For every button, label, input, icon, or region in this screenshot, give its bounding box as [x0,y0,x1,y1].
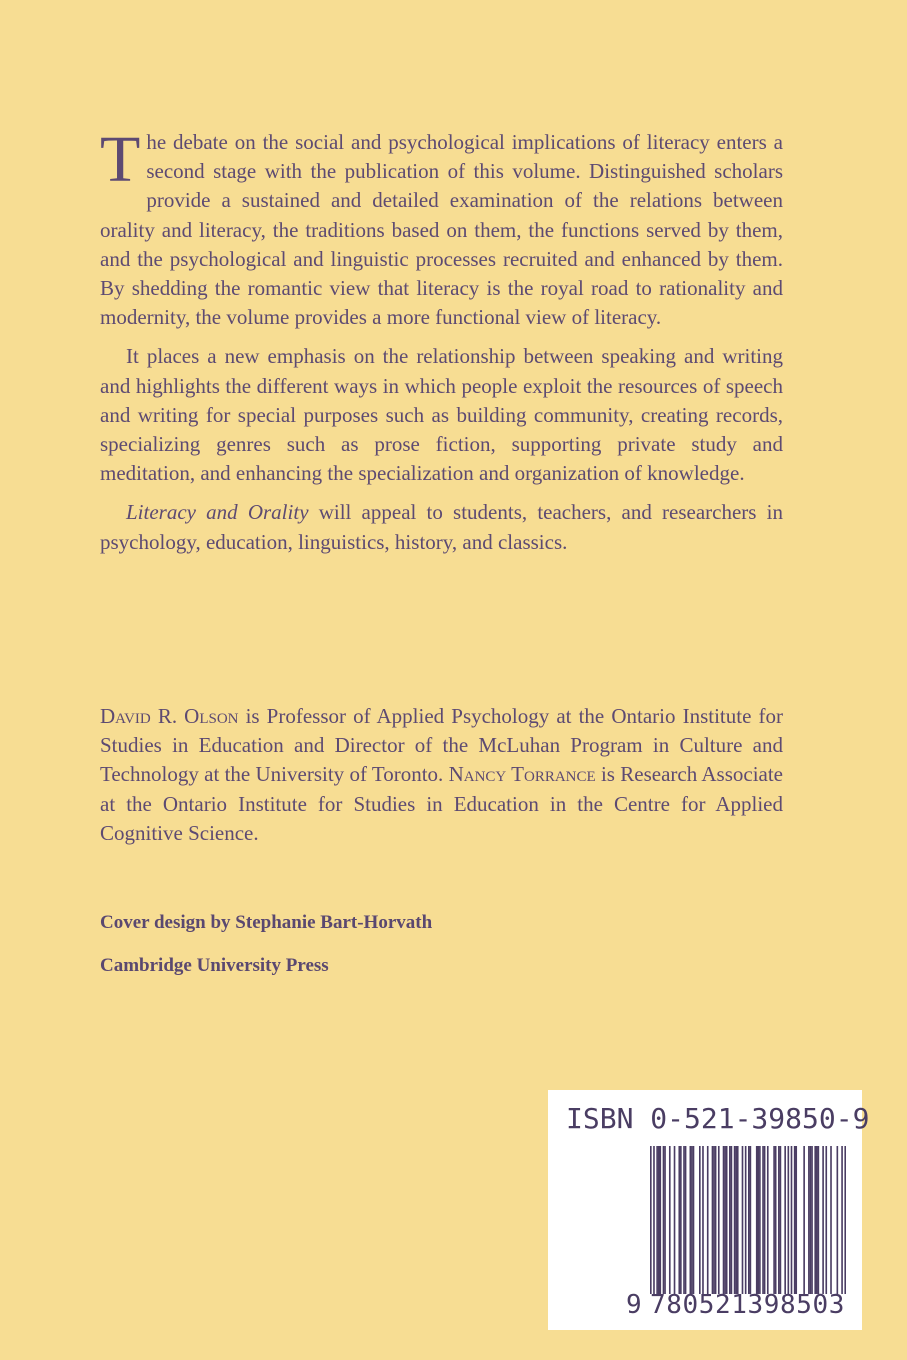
barcode-bar [778,1146,780,1294]
barcode-bar [794,1146,796,1294]
author-name-2: Nancy Torrance [448,762,596,787]
barcode-bar [762,1146,764,1294]
barcode-bar [737,1146,739,1294]
barcode-bar [764,1146,766,1294]
author-bio-2: is Research Associate at the Ontario Institute for Studies in Education in the Centre for Applied Cognitive Science. [100,762,783,845]
blurb-paragraph-3-text: will appeal to students, teachers, and researchers in psychology, education, linguistics, history, and classics. [100,500,783,554]
barcode-bar [656,1146,658,1294]
barcode-bar [803,1146,805,1294]
barcode-bar [745,1146,747,1294]
barcode-bar [808,1146,810,1294]
barcode-bar [837,1146,839,1294]
barcode-bar [795,1146,797,1294]
barcode-bar [726,1146,728,1294]
barcode-bar [791,1146,793,1294]
barcode-bar [841,1146,843,1294]
barcode-bar [788,1146,790,1294]
barcode-bar [825,1146,827,1294]
barcode-bar [729,1146,731,1294]
ean-digits: 780521398503 [650,1290,846,1320]
barcode-bar [663,1146,665,1294]
barcode-bar [712,1146,714,1294]
blurb [100,123,783,557]
barcode-bar [814,1146,816,1294]
credits [100,910,432,979]
barcode-bar [718,1146,720,1294]
barcode-bar [818,1146,820,1294]
barcode-bar [811,1146,813,1294]
barcode-bar [690,1146,692,1294]
barcode-icon [650,1146,846,1294]
publisher-name: Cambridge University Press [100,955,329,976]
barcode-bar [680,1146,682,1294]
barcode-bar [780,1146,782,1294]
barcode-bar [773,1146,775,1294]
barcode-bar [669,1146,671,1294]
isbn-number: ISBN 0-521-39850-9 [566,1102,870,1135]
barcode-bar [830,1146,832,1294]
barcode-bar [713,1146,715,1294]
barcode-bar [659,1146,661,1294]
barcode-bar [759,1146,761,1294]
cover-design-credit: Cover design by Stephanie Bart-Horvath [100,912,433,933]
barcode-bar [653,1146,655,1294]
barcode-bar [723,1146,725,1294]
about-the-editors [100,702,783,848]
barcode-bar [756,1146,758,1294]
blurb-paragraph-2: It places a new emphasis on the relationship between speaking and writing and highlights the different ways in which people exploit the resources of speech and writing for special purposes such as building community, creating records, specializing genres such as prose fiction, supporting private study and meditation, and enhancing the specialization and organization of knowledge. [100,344,783,486]
blurb-paragraph-1 [100,123,783,332]
barcode-bar [678,1146,680,1294]
barcode-bar [775,1146,777,1294]
barcode-bar [707,1146,709,1294]
barcode-bar [664,1146,666,1294]
barcode-bar [691,1146,693,1294]
barcode-bar [693,1146,695,1294]
barcode-bar [731,1146,733,1294]
barcode-bar [715,1146,717,1294]
author-bio-1: is Professor of Applied Psychology at the Ontario Institute for Studies in Education and Director of the McLuhan Program in Culture and Technology at the University of Toronto. [100,704,783,787]
drop-cap: T [100,123,141,196]
barcode-bar [685,1146,687,1294]
barcode-bar [683,1146,685,1294]
blurb-paragraph-1-text: he debate on the social and psychological implications of literacy enters a second stage with the publication of this volume. Distinguished scholars provide a sustained and detailed examination of the relations between orality and literacy, the traditions based on them, the functions served by them, and the psychological and linguistic processes recruited and enhanced by them. By shedding the romantic view that literacy is the royal road to rationality and modernity, the volume provides a more functional view of literacy. [100,130,783,330]
barcode-bar [742,1146,744,1294]
barcode-bar [734,1146,736,1294]
barcode-bar [784,1146,786,1294]
barcode-panel [548,1090,870,1330]
barcode-bar [767,1146,769,1294]
barcode-bar [816,1146,818,1294]
barcode-bar [822,1146,824,1294]
barcode-bar [658,1146,660,1294]
blurb-paragraph-3 [100,498,783,556]
author-name-1: David R. Olson [100,704,239,728]
barcode-bar [757,1146,759,1294]
barcode-bar [702,1146,704,1294]
barcode-bar [699,1146,701,1294]
barcode-bar [674,1146,676,1294]
barcode-bar [650,1146,652,1294]
barcode-bar [748,1146,750,1294]
barcode-bar [735,1146,737,1294]
barcode-bar [724,1146,726,1294]
barcode-bar [750,1146,752,1294]
barcode-bar [810,1146,812,1294]
barcode-bar [844,1146,846,1294]
ean-lead-digit: 9 [626,1290,642,1320]
book-title: Literacy and Orality [126,500,309,525]
